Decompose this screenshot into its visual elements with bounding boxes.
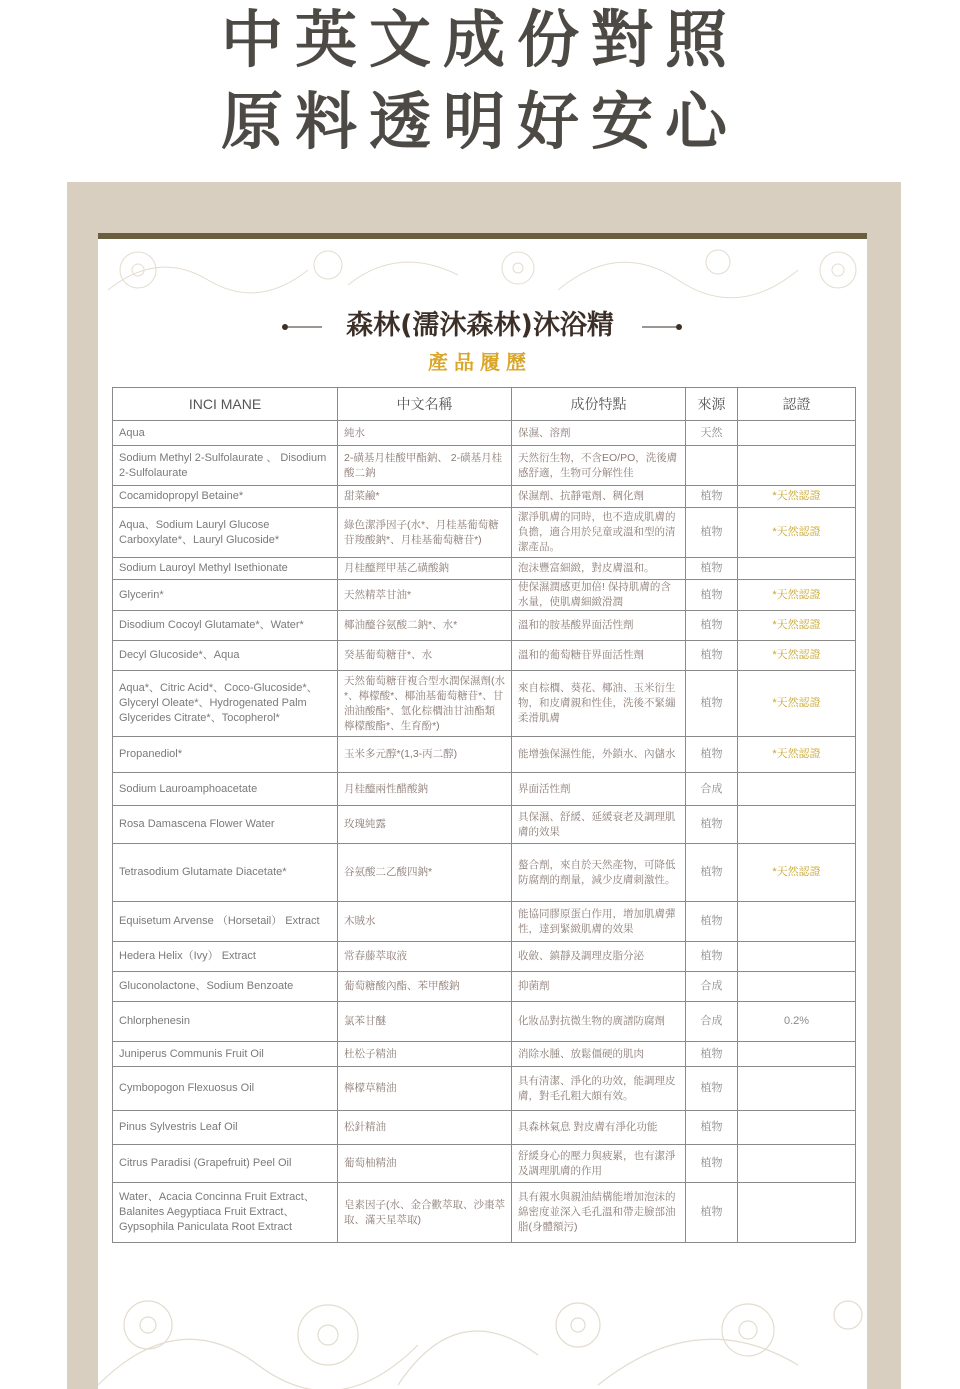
cell-source: 植物 [686, 558, 738, 580]
product-title: 森林(濡沐森林)沐浴精 [346, 310, 614, 341]
cell-chinese-name: 玫瑰純露 [338, 806, 512, 844]
cell-feature: 溫和的胺基酸界面活性劑 [512, 611, 686, 641]
cell-source: 植物 [686, 1111, 738, 1145]
cell-source: 合成 [686, 773, 738, 806]
cell-feature: 具有親水與親油結構能增加泡沫的綿密度並深入毛孔溫和帶走臉部油脂(身體額污) [512, 1183, 686, 1243]
cell-certification [738, 942, 856, 972]
header-source: 來源 [686, 388, 738, 421]
table-row [113, 737, 856, 773]
cell-certification [738, 806, 856, 844]
cell-feature: 具有清潔、淨化的功效，能調理皮膚，對毛孔粗大頗有效。 [512, 1067, 686, 1111]
table-row [113, 1042, 856, 1067]
cell-certification [738, 972, 856, 1002]
cell-chinese-name: 月桂醯兩性醋酸鈉 [338, 773, 512, 806]
header-feature: 成份特點 [512, 388, 686, 421]
cell-certification [738, 773, 856, 806]
cell-chinese-name: 氯苯甘醚 [338, 1002, 512, 1042]
cell-certification [738, 902, 856, 942]
ingredient-table [112, 387, 856, 1243]
cell-chinese-name: 甜菜鹼* [338, 486, 512, 508]
cell-certification: 0.2% [738, 1002, 856, 1042]
cell-chinese-name: 葡萄糖酸內酯、苯甲酸鈉 [338, 972, 512, 1002]
cell-source: 植物 [686, 641, 738, 671]
cell-inci: Cymbopogon Flexuosus Oil [113, 1067, 338, 1111]
cell-inci: Sodium Methyl 2-Sulfolaurate 、 Disodium 2-Sulfolaurate [113, 446, 338, 486]
cell-chinese-name: 椰油醯谷氨酸二鈉*、水* [338, 611, 512, 641]
cell-inci: Cocamidopropyl Betaine* [113, 486, 338, 508]
cell-inci: Gluconolactone、Sodium Benzoate [113, 972, 338, 1002]
cell-certification [738, 1145, 856, 1183]
cell-certification: *天然認證 [738, 844, 856, 902]
cell-chinese-name: 純水 [338, 421, 512, 446]
cell-chinese-name: 癸基葡萄糖苷*、水 [338, 641, 512, 671]
cell-chinese-name: 綠色潔淨因子(水*、月桂基葡萄糖苷羧酸鈉*、月桂基葡萄糖苷*) [338, 508, 512, 558]
cell-chinese-name: 木賊水 [338, 902, 512, 942]
cell-source: 植物 [686, 486, 738, 508]
table-row [113, 942, 856, 972]
cell-inci: Decyl Glucoside*、Aqua [113, 641, 338, 671]
cell-feature: 具保濕、舒緩、延緩衰老及調理肌膚的效果 [512, 806, 686, 844]
cell-feature: 泡沫豐富細緻，對皮膚溫和。 [512, 558, 686, 580]
table-row [113, 671, 856, 737]
cell-inci: Aqua、Sodium Lauryl Glucose Carboxylate*、Lauryl Glucoside* [113, 508, 338, 558]
cell-source: 植物 [686, 508, 738, 558]
header-certification: 認證 [738, 388, 856, 421]
cell-source: 植物 [686, 1183, 738, 1243]
cell-chinese-name: 常春藤萃取液 [338, 942, 512, 972]
cell-chinese-name: 檸檬草精油 [338, 1067, 512, 1111]
table-row [113, 446, 856, 486]
cell-inci: Water、Acacia Concinna Fruit Extract、Balanites Aegyptiaca Fruit Extract、Gypsophila Paniculata Root Extract [113, 1183, 338, 1243]
cell-feature: 溫和的葡萄糖苷界面活性劑 [512, 641, 686, 671]
cell-certification: *天然認證 [738, 671, 856, 737]
cell-source: 植物 [686, 844, 738, 902]
cell-feature: 界面活性劑 [512, 773, 686, 806]
cell-chinese-name: 月桂醯羥甲基乙磺酸鈉 [338, 558, 512, 580]
cell-certification [738, 1067, 856, 1111]
table-row [113, 508, 856, 558]
cell-inci: Propanediol* [113, 737, 338, 773]
table-row [113, 972, 856, 1002]
cell-source: 植物 [686, 611, 738, 641]
table-row [113, 1111, 856, 1145]
cell-certification [738, 1183, 856, 1243]
table-row [113, 1067, 856, 1111]
cell-feature: 能協同膠原蛋白作用，增加肌膚彈性，達到緊緻肌膚的效果 [512, 902, 686, 942]
cell-inci: Aqua [113, 421, 338, 446]
cell-feature: 抑菌劑 [512, 972, 686, 1002]
cell-feature: 使保濕潤感更加倍! 保持肌膚的含水量，使肌膚細緻滑潤 [512, 580, 686, 611]
cell-chinese-name: 皂素因子(水、金合歡萃取、沙棗萃取、滿天星萃取) [338, 1183, 512, 1243]
headline-line-1: 中英文成份對照 [220, 3, 739, 76]
table-row [113, 580, 856, 611]
cell-inci: Citrus Paradisi (Grapefruit) Peel Oil [113, 1145, 338, 1183]
cell-feature: 化妝品對抗微生物的廣譜防腐劑 [512, 1002, 686, 1042]
cell-feature: 潔淨肌膚的同時，也不造成肌膚的負擔，適合用於兒童或溫和型的清潔產品。 [512, 508, 686, 558]
cell-source: 植物 [686, 806, 738, 844]
cell-chinese-name: 杜松子精油 [338, 1042, 512, 1067]
table-row [113, 1183, 856, 1243]
cell-source: 天然 [686, 421, 738, 446]
cell-feature: 舒緩身心的壓力與疲累，也有潔淨及調理肌膚的作用 [512, 1145, 686, 1183]
cell-certification: *天然認證 [738, 641, 856, 671]
table-row [113, 773, 856, 806]
cell-inci: Glycerin* [113, 580, 338, 611]
product-subtitle: 產品履歷 [428, 350, 532, 374]
cell-inci: Hedera Helix（Ivy） Extract [113, 942, 338, 972]
cell-certification [738, 558, 856, 580]
table-row [113, 611, 856, 641]
table-row [113, 558, 856, 580]
table-row [113, 844, 856, 902]
cell-feature: 能增強保濕性能，外鎖水、內儲水 [512, 737, 686, 773]
cell-inci: Chlorphenesin [113, 1002, 338, 1042]
cell-source [686, 446, 738, 486]
cell-chinese-name: 2-磺基月桂酸甲酯鈉、 2-磺基月桂酸二鈉 [338, 446, 512, 486]
cell-inci: Pinus Sylvestris Leaf Oil [113, 1111, 338, 1145]
table-row [113, 486, 856, 508]
title-right-ornament-icon [642, 324, 682, 330]
cell-source: 植物 [686, 737, 738, 773]
cell-feature: 保濕、溶劑 [512, 421, 686, 446]
cell-inci: Disodium Cocoyl Glutamate*、Water* [113, 611, 338, 641]
table-row [113, 421, 856, 446]
panel-top-bar [98, 233, 867, 239]
cell-certification [738, 1042, 856, 1067]
floral-decoration-top-icon [98, 240, 867, 300]
cell-source: 植物 [686, 1067, 738, 1111]
cell-inci: Rosa Damascena Flower Water [113, 806, 338, 844]
headline-line-2: 原料透明好安心 [220, 85, 739, 158]
table-row [113, 902, 856, 942]
cell-source: 植物 [686, 902, 738, 942]
cell-certification: *天然認證 [738, 737, 856, 773]
table-row [113, 1002, 856, 1042]
cell-certification: *天然認證 [738, 508, 856, 558]
cell-chinese-name: 谷氨酸二乙酸四鈉* [338, 844, 512, 902]
cell-certification: *天然認證 [738, 486, 856, 508]
cell-inci: Juniperus Communis Fruit Oil [113, 1042, 338, 1067]
table-row [113, 1145, 856, 1183]
floral-decoration-bottom-icon [98, 1285, 867, 1389]
cell-inci: Sodium Lauroyl Methyl Isethionate [113, 558, 338, 580]
cell-certification: *天然認證 [738, 611, 856, 641]
cell-source: 合成 [686, 972, 738, 1002]
cell-feature: 來自棕櫚、葵花、椰油、玉米衍生物，和皮膚親和性佳，洗後不緊繃柔滑肌膚 [512, 671, 686, 737]
cell-feature: 收斂、鎮靜及調理皮脂分泌 [512, 942, 686, 972]
header-inci: INCI MANE [113, 388, 338, 421]
cell-chinese-name: 玉米多元醇*(1,3-丙二醇) [338, 737, 512, 773]
cell-certification [738, 446, 856, 486]
cell-source: 合成 [686, 1002, 738, 1042]
cell-certification: *天然認證 [738, 580, 856, 611]
cell-feature: 天然衍生物，不含EO/PO，洗後膚感舒適，生物可分解性佳 [512, 446, 686, 486]
cell-certification [738, 1111, 856, 1145]
table-header-row [113, 388, 856, 421]
cell-chinese-name: 天然葡萄糖苷複合型水潤保濕劑(水*、檸檬酸*、椰油基葡萄糖苷*、甘油油酸酯*、氫化棕櫚油甘油酯類檸檬酸酯*、生育酚*) [338, 671, 512, 737]
cell-inci: Equisetum Arvense （Horsetail） Extract [113, 902, 338, 942]
cell-feature: 螯合劑，來自於天然產物，可降低防腐劑的劑量，減少皮膚刺激性。 [512, 844, 686, 902]
cell-feature: 保濕劑、抗靜電劑、稠化劑 [512, 486, 686, 508]
cell-chinese-name: 松針精油 [338, 1111, 512, 1145]
cell-inci: Sodium Lauroamphoacetate [113, 773, 338, 806]
cell-source: 植物 [686, 1145, 738, 1183]
product-title-row [0, 306, 960, 346]
cell-feature: 消除水腫、放鬆僵硬的肌肉 [512, 1042, 686, 1067]
cell-source: 植物 [686, 580, 738, 611]
header-chinese-name: 中文名稱 [338, 388, 512, 421]
cell-inci: Tetrasodium Glutamate Diacetate* [113, 844, 338, 902]
table-row [113, 806, 856, 844]
cell-certification [738, 421, 856, 446]
cell-chinese-name: 葡萄柚精油 [338, 1145, 512, 1183]
cell-chinese-name: 天然精萃甘油* [338, 580, 512, 611]
cell-source: 植物 [686, 671, 738, 737]
table-row [113, 641, 856, 671]
cell-feature: 具森林氣息 對皮膚有淨化功能 [512, 1111, 686, 1145]
cell-inci: Aqua*、Citric Acid*、Coco-Glucoside*、Glyceryl Oleate*、Hydrogenated Palm Glycerides Citrate*、Tocopherol* [113, 671, 338, 737]
table-body [113, 421, 856, 1243]
cell-source: 植物 [686, 1042, 738, 1067]
cell-source: 植物 [686, 942, 738, 972]
